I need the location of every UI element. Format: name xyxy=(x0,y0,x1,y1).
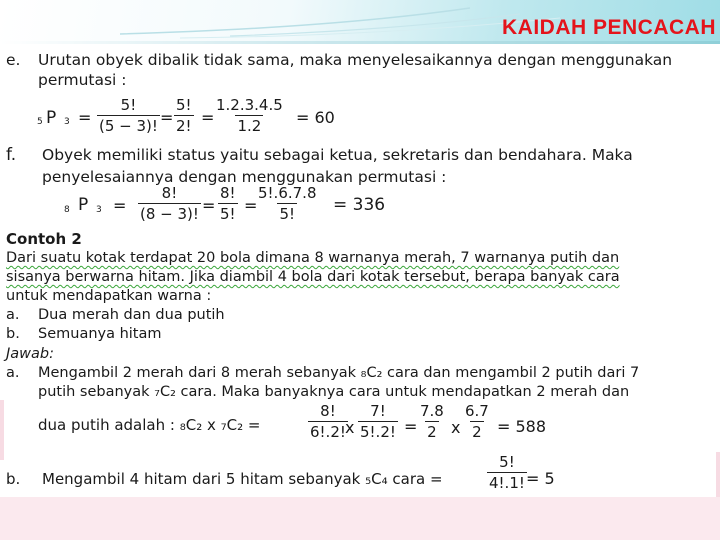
answer-label: Jawab: xyxy=(6,346,54,362)
answer-b-frac-den: 4!.1! xyxy=(489,474,525,492)
answer-a-frac-4-den: 2 xyxy=(472,423,482,441)
example-a-marker: a. xyxy=(6,307,20,323)
f-result: = 336 xyxy=(333,195,386,215)
answer-a-frac-4-num: 6.7 xyxy=(465,402,489,420)
f-frac-3-den: 5! xyxy=(279,205,296,223)
item-e-line2: permutasi : xyxy=(38,71,127,89)
example-a-text: Dua merah dan dua putih xyxy=(38,307,225,323)
answer-a-line3: dua putih adalah : ₈C₂ x ₇C₂ = xyxy=(38,416,261,434)
answer-b-frac-num: 5! xyxy=(499,453,515,471)
e-equals: = xyxy=(78,108,92,127)
e-frac-1 xyxy=(97,98,160,134)
answer-a-times-1: x xyxy=(345,418,355,437)
item-e-marker: e. xyxy=(6,51,21,69)
e-result: = 60 xyxy=(296,108,335,127)
answer-a-result: = 588 xyxy=(497,417,547,436)
e-equals-2: = xyxy=(160,108,174,127)
e-frac-2 xyxy=(174,98,194,134)
page-title: KAIDAH PENCACAH xyxy=(501,16,716,39)
answer-a-marker: a. xyxy=(6,365,20,381)
answer-a-frac-3-den: 2 xyxy=(427,423,437,441)
answer-a-times-2: x xyxy=(451,418,461,437)
f-frac-2-den: 5! xyxy=(220,205,236,223)
f-perm-sub: 3 xyxy=(96,205,102,215)
example-b-text: Semuanya hitam xyxy=(38,326,162,342)
e-perm-sub: 3 xyxy=(64,117,70,127)
f-perm-pre: 8 xyxy=(64,205,70,215)
answer-a-frac-1 xyxy=(308,404,348,440)
answer-a-frac-1-num: 8! xyxy=(320,402,336,420)
f-equals-2: = xyxy=(202,196,216,215)
e-frac-2-num: 5! xyxy=(176,96,192,114)
f-frac-1-den: (8 − 3)! xyxy=(140,205,199,223)
answer-a-frac-2-den: 5!.2! xyxy=(360,423,396,441)
item-f-line2: penyelesaiannya dengan menggunakan permutasi : xyxy=(42,168,447,186)
e-frac-3 xyxy=(214,98,285,134)
f-frac-1-num: 8! xyxy=(161,184,178,202)
e-frac-2-den: 2! xyxy=(176,117,192,135)
e-frac-1-den: (5 − 3)! xyxy=(99,117,158,135)
f-frac-2-num: 8! xyxy=(220,184,236,202)
f-frac-3 xyxy=(256,186,319,222)
answer-b-result: = 5 xyxy=(526,469,555,488)
answer-a-frac-2 xyxy=(358,404,398,440)
e-perm-p: P xyxy=(46,108,57,128)
answer-a-frac-3 xyxy=(418,404,446,440)
item-e-line1: Urutan obyek dibalik tidak sama, maka menyelesaikannya dengan menggunakan xyxy=(38,51,673,69)
footer-band xyxy=(0,497,720,540)
answer-a-line2: putih sebanyak ₇C₂ cara. Maka banyaknya cara untuk mendapatkan 2 merah dan xyxy=(38,384,630,400)
example-heading: Contoh 2 xyxy=(6,230,82,248)
e-frac-3-num: 1.2.3.4.5 xyxy=(216,96,283,114)
f-perm-p: P xyxy=(78,195,89,215)
answer-a-frac-4 xyxy=(463,404,491,440)
slide-content xyxy=(0,40,720,510)
f-equals-3: = xyxy=(244,196,258,215)
e-frac-1-num: 5! xyxy=(120,96,137,114)
f-equals: = xyxy=(113,196,127,215)
example-b-marker: b. xyxy=(6,326,20,342)
f-frac-1 xyxy=(138,186,201,222)
answer-a-equals: = xyxy=(404,417,418,436)
answer-a-frac-2-num: 7! xyxy=(370,402,386,420)
answer-b-marker: b. xyxy=(6,470,21,488)
example-line1: Dari suatu kotak terdapat 20 bola dimana 8 warnanya merah, 7 warnanya putih dan xyxy=(6,250,620,266)
e-frac-3-den: 1.2 xyxy=(237,117,262,135)
e-perm-pre: 5 xyxy=(37,117,43,127)
answer-a-frac-1-den: 6!.2! xyxy=(310,423,346,441)
answer-a-line1: Mengambil 2 merah dari 8 merah sebanyak ₈C₂ cara dan mengambil 2 putih dari 7 xyxy=(38,365,640,381)
answer-a-frac-3-num: 7.8 xyxy=(420,402,444,420)
example-line3: untuk mendapatkan warna : xyxy=(6,288,212,304)
answer-b-line: Mengambil 4 hitam dari 5 hitam sebanyak ₅C₄ cara = xyxy=(42,470,443,488)
item-f-line1: Obyek memiliki status yaitu sebagai ketua, sekretaris dan bendahara. Maka xyxy=(42,146,633,164)
example-line2: sisanya berwarna hitam. Jika diambil 4 bola dari kotak tersebut, berapa banyak cara xyxy=(6,269,620,285)
answer-b-frac xyxy=(487,455,527,491)
item-f-marker: f. xyxy=(6,145,17,165)
f-frac-3-num: 5!.6.7.8 xyxy=(258,184,317,202)
f-frac-2 xyxy=(218,186,238,222)
e-equals-3: = xyxy=(201,108,215,127)
